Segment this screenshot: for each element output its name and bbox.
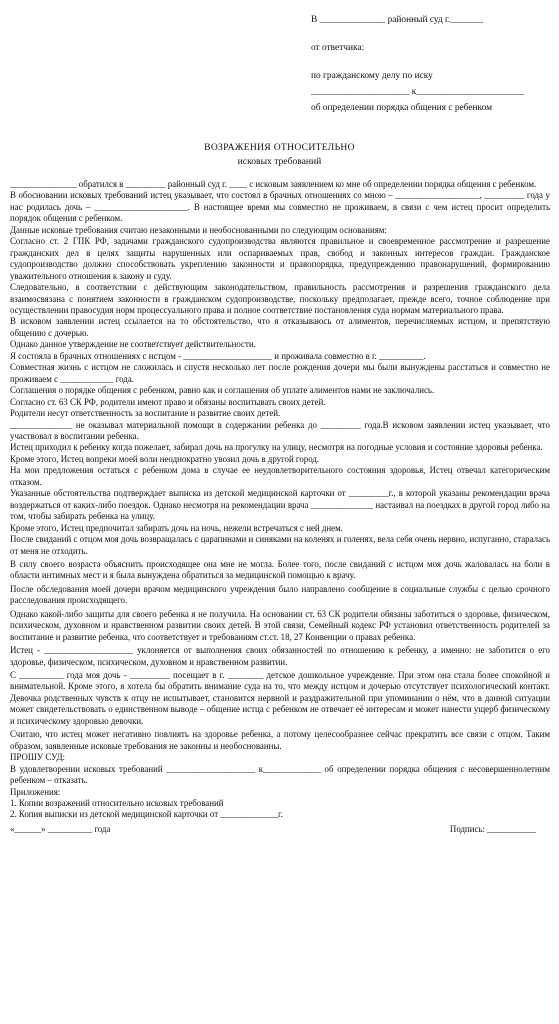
paragraph: Данные исковые требования считаю незаконными и необоснованными по следующим основаниям: xyxy=(10,224,387,235)
paragraph: С __________ года моя дочь - _________ посещает в г. ________ детское дошкольное учреждение. При этом она стала более спокойной и внимательной. Кроме этого, я хотела бы обратить внимание суда на то, что между истцом и дочерью отсутствует психологический контакт. Девочка родственных чувств к отцу не испытывает, становится нервной и раздражительной при упоминании о нём, что в данной ситуации может свидетельствовать о единственном выводе – общение истца с ребенком не отвечает её интересам и может нанести ущерб физическому и психическому здоровью девочки. xyxy=(10,670,550,726)
paragraph: Совместная жизнь с истцом не сложилась и спустя несколько лет после рождения дочери мы были вынуждены расстаться и совместно не проживаем с ____________ года. xyxy=(10,362,550,384)
court-line: В ______________ районный суд г._______ xyxy=(311,15,484,25)
paragraph: После обследования моей дочери врачом медицинского учреждения было направлено сообщение в социальные службы с целью срочного расследования происходящего. xyxy=(10,583,550,606)
paragraph: Родители несут ответственность за воспитание и развитие своих детей. xyxy=(10,408,281,419)
document-header xyxy=(311,12,551,116)
paragraph: Указанные обстоятельства подтверждает выписка из детской медицинской карточки от _________г., в которой указаны рекомендации врача воздержаться от каких-либо поездок. Однако несмотря на рекомендации врача ______________ настаивал на поездках в другой город либо на том, чтобы забирать ребенка на улицу. xyxy=(10,488,550,522)
paragraph: Согласно ст. 2 ГПК РФ, задачами гражданского судопроизводства являются правильное и своевременное рассмотрение и разрешение гражданских дел в целях защиты нарушенных или оспариваемых прав, свобод и законных интересов граждан. Гражданское судопроизводство должно способствовать укреплению законности и правопорядка, предупреждению правонарушений, формированию уважительного отношения к закону и суду. xyxy=(10,236,550,281)
paragraph: Истец - ____________________ уклоняется от выполнения своих обязанностей по отношению к ребенку, а именно: не заботится о его здоровье, физическом, психическом, духовном и нравственном развитии. xyxy=(10,645,550,667)
paragraph: Следовательно, в соответствии с действующим законодательством, правильность рассмотрения и разрешения гражданского дела взаимосвязана с понятием законности в гражданском судопроизводстве, поскольку предполагает, прежде всего, точное соблюдение при осуществлении правосудия норм процессуального права и полное соответствие постановления суда нормам материального права. xyxy=(10,282,550,315)
paragraph: Однако какой-либо защиты для своего ребенка я не получила. На основании ст. 63 СК родители обязаны заботиться о здоровье, физическом, психическом, духовном и нравственном развитии своих детей. В этой связи, Семейный кодекс РФ установил ответственность родителей за воспитание и развитие ребенка, что соответствует и требованиям ст.ст. 18, 27 Конвенции о правах ребенка. xyxy=(10,608,550,642)
document-subtitle: исковых требований xyxy=(237,156,322,167)
paragraph: Кроме этого, Истец вопреки моей воли неоднократно увозил дочь в другой город. xyxy=(10,453,320,464)
paragraph: Согласно ст. 63 СК РФ, родители имеют право и обязаны воспитывать своих детей. xyxy=(10,396,326,407)
paragraph: В обосновании исковых требований истец указывает, что состоял в брачных отношениях со мною – ___________________, _________ года у нас родилась дочь – _____________________. В настоящее время мы совместно не проживаем, в связи с чем истец просит определить порядок общения с ребенком. xyxy=(10,190,550,224)
signature-row xyxy=(10,824,550,835)
signature-line: Подпись: ___________ xyxy=(449,823,536,834)
paragraph: На мои предложения остаться с ребенком дома в случае ее неудовлетворительного состояния здоровья, Истец отвечал категорическим отказом. xyxy=(10,465,550,487)
document-title: ВОЗРАЖЕНИЯ ОТНОСИТЕЛЬНО xyxy=(204,142,355,153)
paragraph: В исковом заявлении истец ссылается на то обстоятельство, что я отказываюсь от алиментов, перечисляемых истцом, и препятствую общению с дочерью. xyxy=(10,316,550,338)
case-line: по гражданскому делу по иску xyxy=(311,71,433,81)
paragraph: _______________ обратился в _________ районный суд г. ____ с исковым заявлением ко мне об определении порядка общения с ребенком. xyxy=(10,179,537,189)
paragraph: Истец приходил к ребенку когда пожелает, забирал дочь на прогулку на улицу, несмотря на погодные условия и состояние здоровья ребенка. xyxy=(10,442,543,453)
document-body xyxy=(10,179,550,835)
paragraph: В силу своего возраста объяснить происходящее она мне не могла. Более того, после свиданий с истцом моя дочь жаловалась на боли в области интимных мест и я была вынуждена обратиться за медицинской помощью к врачу. xyxy=(10,558,550,581)
request-heading: ПРОШУ СУД: xyxy=(10,752,66,763)
paragraph: Я состояла в брачных отношениях с истцом - ____________________ и проживала совместно в г. __________. xyxy=(10,350,426,361)
paragraph: Кроме этого, Истец предпочитал забирать дочь на ночь, нежели встречаться с ней днем. xyxy=(10,522,343,533)
attachment-item: 2. Копия выписки из детской медицинской карточки от _____________г. xyxy=(10,809,283,820)
paragraph: Соглашения о порядке общения с ребенком, равно как и соглашения об уплате алиментов нами не заключались. xyxy=(10,385,435,396)
subject-line: об определении порядка общения с ребенком xyxy=(311,103,493,113)
paragraph: После свиданий с отцом моя дочь возвращалась с царапинами и синяками на коленях и голенях, вела себя очень нервно, испуганно, старалась от меня не отходить. xyxy=(10,534,550,556)
paragraph: В удовлетворении исковых требований ____________________ к_____________ об определении порядка общения с несовершеннолетним ребенком – отказать. xyxy=(10,763,550,786)
attachment-item: 1. Копии возражений относительно исковых требований xyxy=(10,798,224,809)
defendant-label: от ответчика: xyxy=(311,43,365,53)
paragraph: Считаю, что истец может негативно повлиять на здоровье ребенка, а потому целесообразнее сейчас прекратить все связи с отцом. Таким образом, заявленные исковые требования не законны и необоснованны. xyxy=(10,729,550,751)
paragraph: ______________ не оказывал материальной помощи в содержании ребенка до _________ года.В исковом заявлении истец указывает, что участвовал в воспитании ребенка. xyxy=(10,419,550,441)
paragraph: Однако данное утверждение не соответствует действительности. xyxy=(10,339,256,350)
date-line: «______» __________ года xyxy=(10,823,111,834)
parties-line: _____________________ к_______________________ xyxy=(311,87,525,97)
attachments-heading: Приложения: xyxy=(10,786,61,797)
